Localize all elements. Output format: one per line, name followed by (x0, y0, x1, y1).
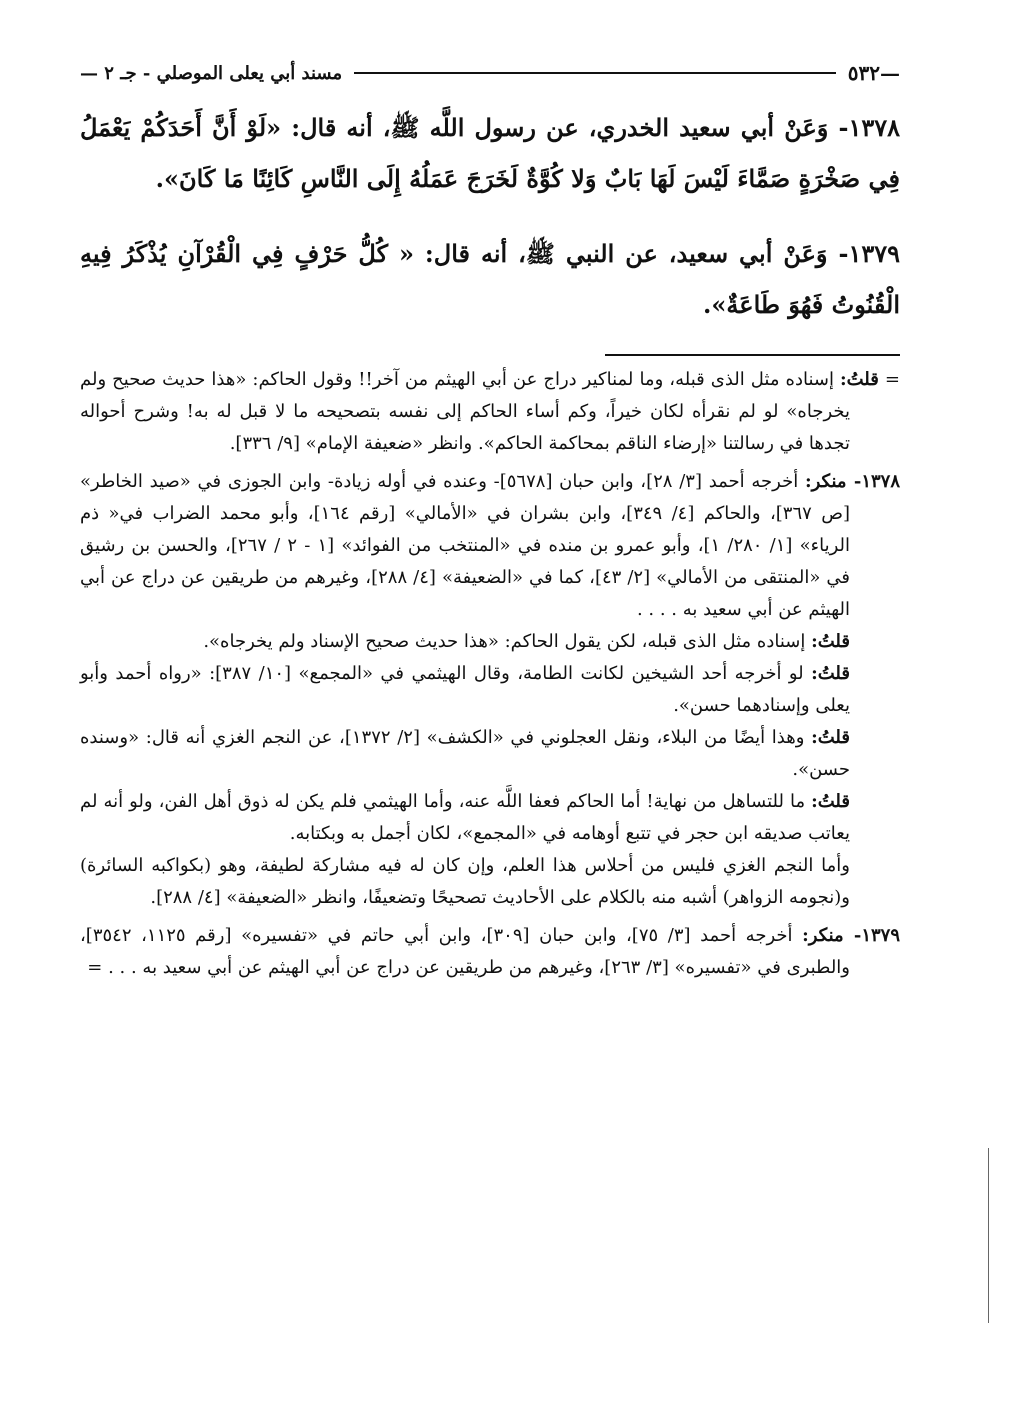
comment-text: إسناده مثل الذى قبله، لكن يقول الحاكم: «هذا حديث صحيح الإسناد ولم يخرجاه». (203, 631, 806, 652)
footnote-comment (80, 786, 900, 850)
page (80, 58, 900, 984)
footnote-text: إسناده مثل الذى قبله، وما لمناكير دراج عن أبي الهيثم من آخر!! وقول الحاكم: «هذا حديث صحيح ولم يخرجاه» لو لم نقرأه لكان خيراً، وكم أساء الحاكم إلى نفسه بتصحيحه ما لا قبل له به! وشرح أحواله تجدها في رسالتنا «إرضاء الناقم بمحاكمة الحاكم». وانظر «ضعيفة الإمام» [٩/ ٣٣٦]. (80, 369, 850, 454)
footnote-carry-over (80, 364, 900, 460)
footnote-lead: ١٣٧٨- منكر: (804, 471, 900, 492)
footnote-text: أخرجه أحمد [٣/ ٢٨]، وابن حبان [٥٦٧٨]- وعنده في أوله زيادة- وابن الجوزى في «صيد الخاطر» [ص ٣٦٧]، والحاكم [٤/ ٣٤٩]، وابن بشران في «الأمالي» [رقم ١٦٤]، وأبو محمد الضراب في« ذم الرياء» [١/ ٢٨٠/ ١]، وأبو عمرو بن منده في «المنتخب من الفوائد» [١ - ٢ / ٢٦٧]، والحسن بن رشيق في «المنتقى من الأمالي» [٢/ ٤٣]، كما في «الضعيفة» [٤/ ٢٨٨]، وغيرهم من طريقين عن دراج عن أبي الهيثم عن أبي سعيد به . . . . (80, 471, 851, 620)
comment-lead: قلتُ: (811, 663, 850, 684)
running-header (80, 58, 900, 88)
footnote-comment (80, 626, 900, 658)
hadith-number: ١٣٧٩ (848, 239, 900, 268)
comment-lead: قلتُ: (811, 727, 850, 748)
continuation-marker: = (884, 369, 900, 390)
comment-lead: قلتُ: (811, 791, 850, 812)
footnote-lead: قلتُ: (839, 369, 879, 390)
continued-marker: = (87, 957, 103, 978)
footnote-1379 (80, 920, 900, 984)
header-rule (354, 72, 836, 74)
hadith-1379 (80, 228, 900, 330)
hadith-text: - وَعَنْ أبي سعيد الخدري، عن رسول اللَّه ﷺ، أنه قال: «لَوْ أَنَّ أَحَدَكُمْ يَعْمَلُ فِي صَخْرَةٍ صَمَّاءَ لَيْسَ لَهَا بَابٌ وَلا كُوَّةٌ لَخَرَجَ عَمَلُهُ إِلَى النَّاسِ كَائِنًا مَا كَانَ». (80, 113, 900, 193)
header-dash: — (880, 61, 900, 85)
margin-rule (988, 1148, 989, 1323)
footnotes (80, 364, 900, 984)
comment-text: لو أخرجه أحد الشيخين لكانت الطامة، وقال الهيثمي في «المجمع» [١٠/ ٣٨٧]: «رواه أحمد وأبو يعلى وإسنادهما حسن». (80, 663, 850, 716)
footnote-comment (80, 658, 900, 722)
comment-text: ما للتساهل من نهاية! أما الحاكم فعفا اللَّه عنه، وأما الهيثمي فلم يكن له ذوق أهل الفن، ولو أنه لم يعاتب صديقه ابن حجر في تتبع أوهامه في «المجمع»، لكان أجمل به وبكتابه. (80, 791, 850, 844)
footnote-separator (605, 354, 900, 356)
comment-lead: قلتُ: (811, 631, 850, 652)
footnote-lead: ١٣٧٩- منكر: (802, 925, 900, 946)
running-title: مسند أبي يعلى الموصلي - جـ ٢ — (80, 62, 343, 84)
hadith-text: - وَعَنْ أبي سعيد، عن النبي ﷺ، أنه قال: « كُلُّ حَرْفٍ فِي الْقُرْآنِ يُذْكَرُ فِيهِ الْقُنُوتُ فَهُوَ طَاعَةٌ». (80, 239, 900, 319)
footnote-closing: وأما النجم الغزي فليس من أحلاس هذا العلم، وإن كان له فيه مشاركة لطيفة، وهو (بكواكبه السائرة) و(نجومه الزواهر) أشبه منه بالكلام على الأحاديث تصحيحًا وتضعيفًا، وانظر «الضعيفة» [٤/ ٢٨٨]. (80, 855, 850, 908)
hadith-number: ١٣٧٨ (848, 113, 900, 142)
footnote-comment (80, 722, 900, 786)
footnote-1378 (80, 466, 900, 626)
comment-text: وهذا أيضًا من البلاء، ونقل العجلوني في «الكشف» [٢/ ١٣٧٢]، عن النجم الغزي أنه قال: «وسنده حسن». (80, 727, 850, 780)
page-number: ٥٣٢ (847, 61, 880, 85)
hadith-1378 (80, 102, 900, 204)
footnote-text: أخرجه أحمد [٣/ ٧٥]، وابن حبان [٣٠٩]، وابن أبي حاتم في «تفسيره» [رقم ١١٢٥، ٣٥٤٢]، والطبرى في «تفسيره» [٣/ ٢٦٣]، وغيرهم من طريقين عن دراج عن أبي الهيثم عن أبي سعيد به . . . (80, 925, 850, 978)
